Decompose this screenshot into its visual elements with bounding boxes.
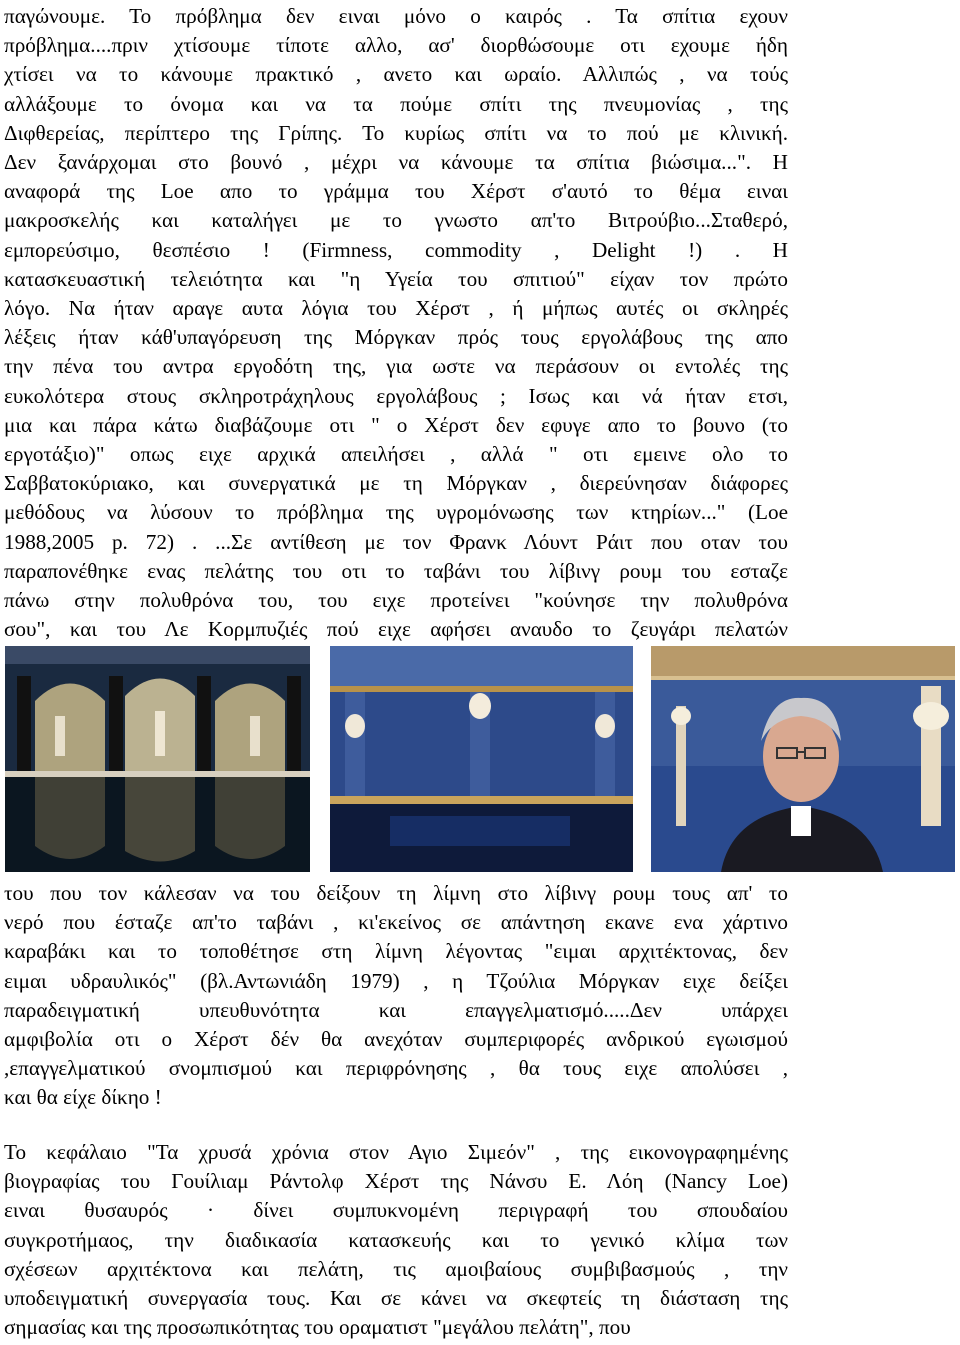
- text-line: Το κεφάλαιο "Τα χρυσά χρόνια στον Αγιο Σιμεόν" , της εικονογραφημένης: [4, 1140, 788, 1164]
- text-line: ,επαγγελματικού σνομπισμού και περιφρόνησης , θα τους ειχε απολύσει ,: [4, 1056, 788, 1081]
- portrait-image: [651, 646, 955, 872]
- text-line: νερό που έσταζε απ'το ταβάνι , κι'εκείνος σε απάντηση εκανε ενα χάρτινο: [4, 910, 788, 935]
- text-line: πρόβλημα....πριν χτίσουμε τίποτε αλλο, ασ' διορθώσουμε οτι εχουμε ήδη: [4, 33, 788, 58]
- text-line: βιογραφίας του Γουίλιαμ Ράντολφ Χέρστ της Νάνσυ Ε. Λόη (Nancy Loe): [4, 1169, 788, 1194]
- text-line: μια και πάρα κάτω διαβάζουμε οτι " ο Χέρστ δεν εφυγε απο το βουνο (το: [4, 412, 788, 437]
- text-line: πάνω στην πολυθρόνα του, του ειχε προτείνει "κούνησε την πολυθρόνα: [4, 588, 788, 613]
- text-line: μακροσκελής και καταλήγει με το γνωστο απ'το Βιτρούβιο...Σταθερό,: [4, 208, 788, 233]
- text-line: Σαββατοκύριακο, και συνεργατικά με τη Μόργκαν , διερεύνησαν διάφορες: [4, 471, 788, 496]
- paragraph-hearst-letter: [4, 2, 788, 644]
- text-line: ειμαι υδραυλικός" (βλ.Αντωνιάδη 1979) , η Τζούλια Μόργκαν ειχε δείξει: [4, 968, 788, 993]
- text-line: και θα είχε δίκηο !: [4, 1085, 162, 1110]
- text-line: κατασκευαστική τελειότητα και "η Υγεία του σπιτιού" είχαν τον πρώτο: [4, 266, 788, 291]
- text-line: ειναι θυσαυρός · δίνει συμπυκνομένη περιγραφή του σπουδαίου: [4, 1198, 788, 1223]
- photo-man-at-pool: [651, 646, 955, 872]
- text-line: Δεν ξανάρχομαι στο βουνό , μέχρι να κάνουμε τα σπίτια βιώσιμα...". Η: [4, 150, 788, 175]
- photo-roman-pool: [330, 646, 633, 872]
- paragraph-nancy-loe-biography: [4, 1138, 788, 1342]
- roman-pool-image: [330, 646, 633, 872]
- text-line: 1988,2005 p. 72) . ...Σε αντίθεση με τον Φρανκ Λόυντ Ράιτ που οταν του: [4, 529, 788, 554]
- text-line: λέξεις ήταν κάθ'υπαγόρευση της Μόργκαν πρός τους εργολάβους της απο: [4, 325, 788, 350]
- text-line: συγκροτήμαος, την διαδικασία κατασκευής και το γενικό κλίμα των: [4, 1227, 788, 1252]
- text-line: χτίσει να το κάνουμε πρακτικό , ανετο και ωραίο. Αλλιπώς , να τούς: [4, 62, 788, 87]
- text-line: την πένα του αντρα εργοδότη της, για ωστε να περάσουν οι εντολές της: [4, 354, 788, 379]
- text-line: υποδειγματική συνεργασία τους. Και σε κάνει να σκεφτείς τη διάσταση της: [4, 1286, 788, 1311]
- indoor-pool-image: [5, 646, 310, 872]
- text-line: μεθόδους να λύσουν το πρόβλημα της υγρομόνωσης των κτηρίων..." (Loe: [4, 500, 788, 525]
- photo-indoor-pool-statues: [5, 646, 310, 872]
- text-line: του που τον κάλεσαν να του δείξουν τη λίμνη στο λίβινγ ρουμ τους απ' το: [4, 881, 788, 905]
- text-line: παραδειγματική υπευθυνότητα και επαγγελματισμό.....Δεν υπάρχει: [4, 997, 788, 1022]
- text-line: αλλάξουμε το όνομα και να τα πούμε σπίτι της πνευμονίας , της: [4, 91, 788, 116]
- text-line: εμπορεύσιμο, θεσπέσιο ! (Firmness, commodity , Delight !) . Η: [4, 237, 788, 262]
- text-line: εργοτάξιο)" οπως ειχε αρχικά απειλήσει , αλλά " οτι εμεινε ολο το: [4, 442, 788, 467]
- text-line: καραβάκι και το τοποθέτησε στη λίμνη λέγοντας "ειμαι αρχιτέκτονας, δεν: [4, 939, 788, 964]
- text-line: παγώνουμε. Το πρόβλημα δεν ειναι μόνο ο καιρός . Τα σπίτια εχουν: [4, 4, 788, 28]
- text-line: παραπονέθηκε ενας πελάτης του οτι το ταβάνι του λίβινγ ρουμ του εσταζε: [4, 558, 788, 583]
- text-line: αναφορά της Loe απο το γράμμα του Χέρστ σ'αυτό το θέμα ειναι: [4, 179, 788, 204]
- text-line: ευκολότερα στους σκληροτράχηλους εργολάβους ; Ισως και νά ήταν ετσι,: [4, 383, 788, 408]
- text-line: σημασίας και της προσωπικότητας του οραματιστ "μεγάλου πελάτη", που: [4, 1315, 631, 1340]
- text-line: αμφιβολία οτι ο Χέρστ δέν θα ανεχόταν συμπεριφορές ανδρικού εγωισμού: [4, 1027, 788, 1052]
- text-line: σου", και του Λε Κορμπυζιές πού ειχε αφήσει αναυδο το ζευγάρι πελατών: [4, 617, 788, 642]
- text-line: λόγο. Να ήταν αραγε αυτα λόγια του Χέρστ , ή μήπως αυτές οι σκληρές: [4, 296, 788, 321]
- text-line: σχέσεων αρχιτέκτονα και πελάτη, τις αμοιβαίους συμβιβασμούς , την: [4, 1256, 788, 1281]
- paragraph-morgan-professionalism: [4, 879, 788, 1113]
- text-line: Διφθερείας, περίπτερο της Γρίπης. Το κυρίως σπίτι να το πού με κλινική.: [4, 120, 788, 145]
